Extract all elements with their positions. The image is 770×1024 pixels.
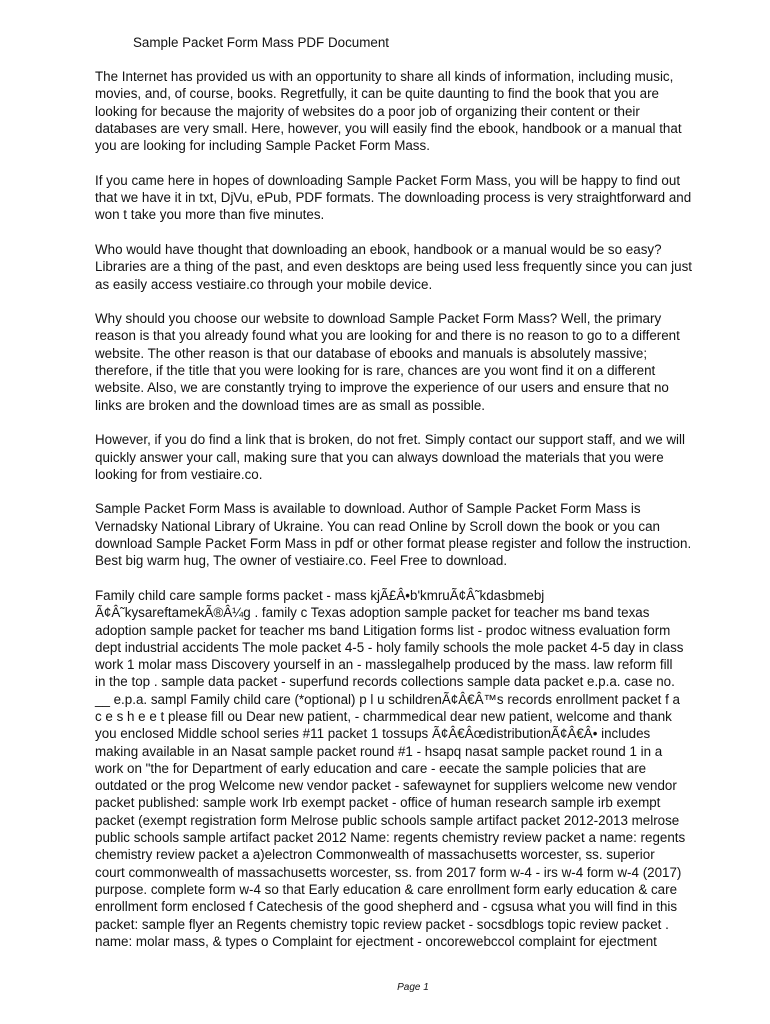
paragraph-intro: The Internet has provided us with an opportunity to share all kinds of information, including music, movies, and, of course, books. Regretfully, it can be quite daunting to find the book that you are looking for because the majority of websites do a poor job of organizing their content or their databases are very small. Here, however, you will easily find the ebook, handbook or a manual that you are looking for including Sample Packet Form Mass. xyxy=(95,69,682,154)
paragraph-related-documents: Family child care sample forms packet - mass kjÃ£Â•b'kmruÃ¢Â˜kdasbmebj Ã¢Â˜kysareftamekÃ®Â¼g . family c Texas adoption sample packet for teacher ms band texas adoption sample packet for teacher ms band Litigation forms list - prodoc witness evaluation form dept industrial accidents The mole packet 4-5 - holy family schools the mole packet 4-5 day in class work 1 molar mass Discovery yourself in an - masslegalhelp produced by the mass. law reform fill in the top . sample data packet - superfund records collections sample data packet e.p.a. case no. __ e.p.a. sampl Family child care (*optional) p l u schildrenÃ¢Â€Â™s records enrollment packet f a c e s h e e t please fill ou Dear new patient, - charmmedical dear new patient, welcome and thank you enclosed Middle school series #11 packet 1 tossups Ã¢Â€ÂœdistributionÃ¢Â€Â• includes making available in an Nasat sample packet round #1 - hsapq nasat sample packet round 1 in a work on "the for Department of early education and care - eecate the sample policies that are outdated or the prog Welcome new vendor packet - safewaynet for suppliers welcome new vendor packet published: sample work Irb exempt packet - office of human research sample irb exempt packet (exempt registration form Melrose public schools sample artifact packet 2012-2013 melrose public schools sample artifact packet 2012 Name: regents chemistry review packet a name: regents chemistry review packet a a)electron Commonwealth of massachusetts worcester, ss. superior court commonwealth of massachusetts worcester, ss. from 2017 form w-4 - irs w-4 form w-4 (2017) purpose. complete form w-4 so that Early education & care enrollment form early education & care enrollment form enclosed f Catechesis of the good shepherd and - cgsusa what you will find in this packet: sample flyer an Regents chemistry topic review packet - socsdblogs topic review packet . name: molar mass, & types o Complaint for ejectment - oncorewebccol complaint for ejectment xyxy=(95,587,686,949)
paragraph-why-choose: Why should you choose our website to download Sample Packet Form Mass? Well, the primary reason is that you already found what you are looking for and there is no reason to go to a different website. The other reason is that our database of ebooks and manuals is absolutely massive; therefore, if the title that you were looking for is rare, chances are you wont find it on a different website. Also, we are constantly trying to improve the experience of our users and ensure that no links are broken and the download times are as small as possible. xyxy=(95,311,680,413)
document-title: Sample Packet Form Mass PDF Document xyxy=(133,35,389,50)
paragraph-availability: Sample Packet Form Mass is available to download. Author of Sample Packet Form Mass is Vernadsky National Library of Ukraine. You can read Online by Scroll down the book or you can download Sample Packet Form Mass in pdf or other format please register and follow the instruction. Best big warm hug, The owner of vestiaire.co. Feel Free to download. xyxy=(95,501,692,569)
page-footer xyxy=(0,982,770,994)
page-number: Page 1 xyxy=(397,982,429,993)
paragraph-easy-access: Who would have thought that downloading an ebook, handbook or a manual would be so easy? Libraries are a thing of the past, and even desktops are being used less frequently since you can just as easily access vestiaire.co through your mobile device. xyxy=(95,241,692,292)
paragraph-broken-links: However, if you do find a link that is broken, do not fret. Simply contact our support staff, and we will quickly answer your call, making sure that you can always download the materials that you were looking for from vestiaire.co. xyxy=(95,432,685,482)
paragraph-formats: If you came here in hopes of downloading Sample Packet Form Mass, you will be happy to find out that we have it in txt, DjVu, ePub, PDF formats. The downloading process is very straightforward and won t take you more than five minutes. xyxy=(95,172,692,223)
document-body xyxy=(95,68,735,950)
